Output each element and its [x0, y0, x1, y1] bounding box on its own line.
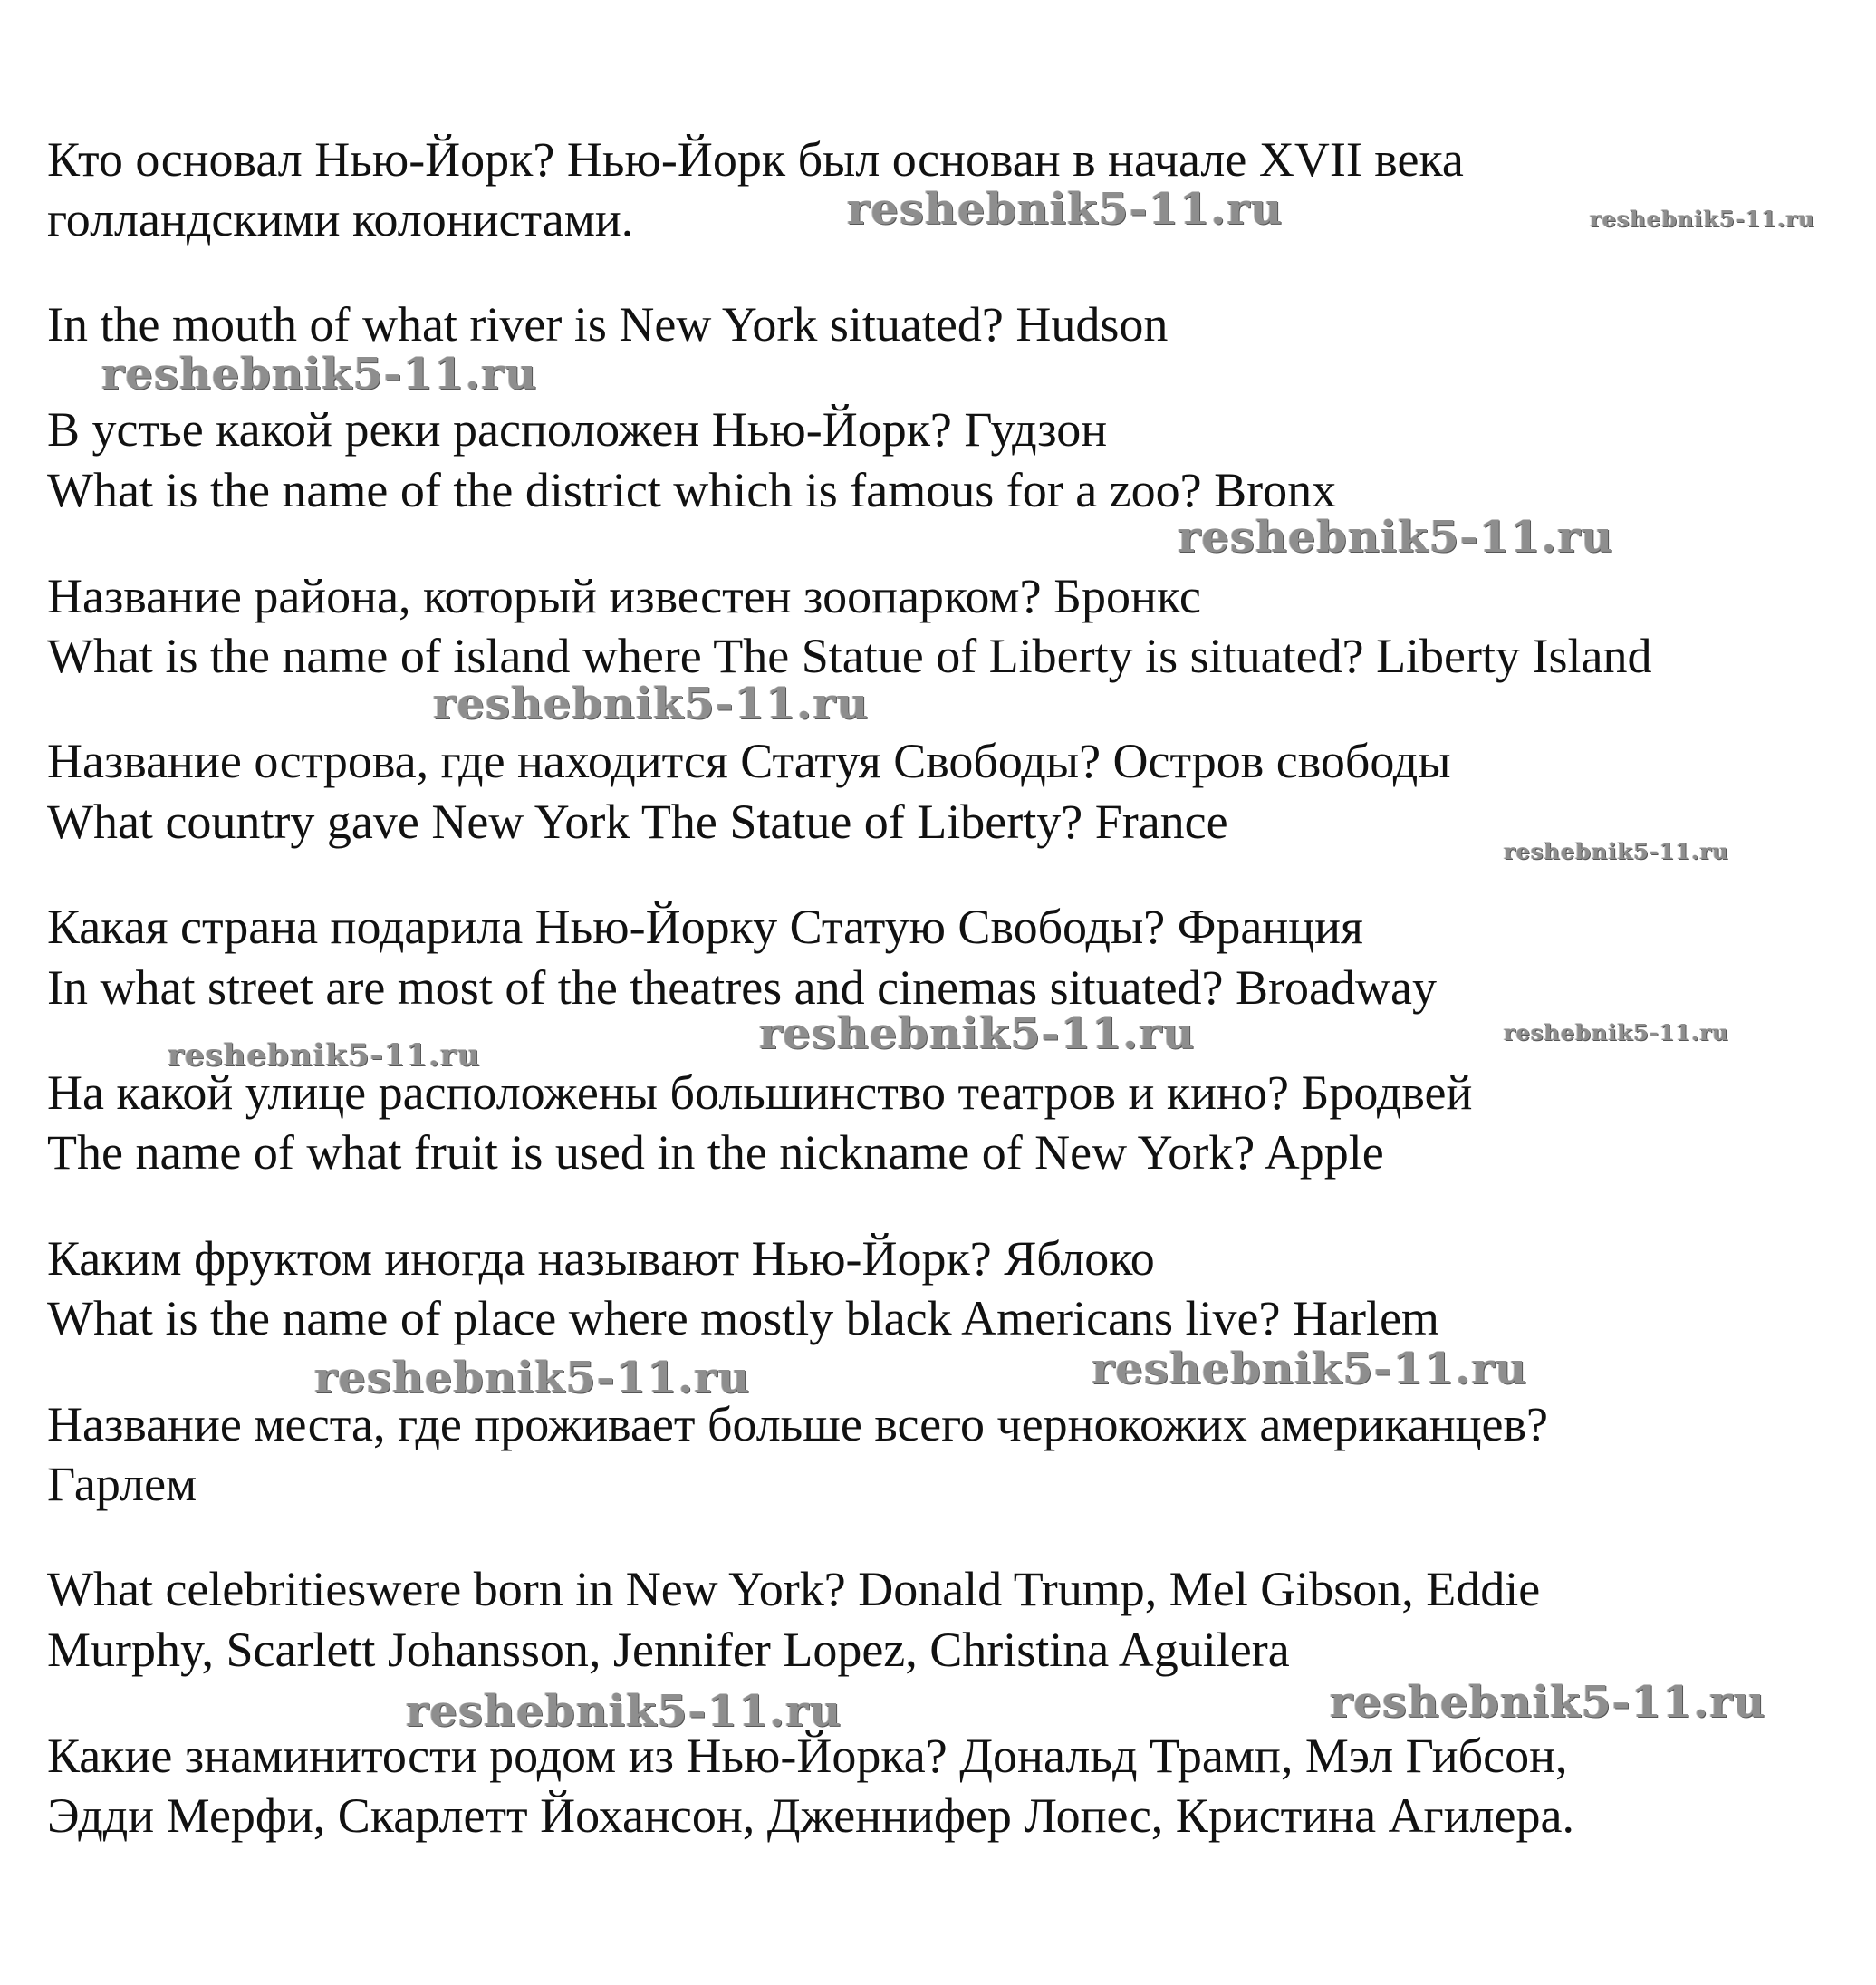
text-line: What country gave New York The Statue of Liberty? France: [47, 795, 1228, 849]
text-line: голландскими колонистами.: [47, 192, 634, 246]
watermark: reshebnik5-11.ru: [1092, 1344, 1528, 1394]
watermark: reshebnik5-11.ru: [1504, 838, 1729, 864]
text-line: Название района, который известен зоопарком? Бронкс: [47, 569, 1201, 623]
text-line: What celebritieswere born in New York? Donald Trump, Mel Gibson, Eddie: [47, 1562, 1541, 1616]
watermark: reshebnik5-11.ru: [847, 184, 1284, 235]
watermark: reshebnik5-11.ru: [1590, 206, 1815, 232]
watermark: reshebnik5-11.ru: [433, 679, 870, 729]
text-line: Кто основал Нью-Йорк? Нью-Йорк был основан в начале XVII века: [47, 132, 1464, 187]
text-line: What is the name of place where mostly black Americans live? Harlem: [47, 1291, 1439, 1345]
text-line: Гарлем: [47, 1457, 197, 1511]
watermark: reshebnik5-11.ru: [101, 349, 538, 400]
text-line: Название острова, где находится Статуя Свободы? Остров свободы: [47, 734, 1451, 788]
watermark: reshebnik5-11.ru: [1504, 1019, 1729, 1045]
text-line: Название места, где проживает больше всего чернокожих американцев?: [47, 1397, 1548, 1451]
text-line: Какая страна подарила Нью-Йорку Статую Свободы? Франция: [47, 900, 1363, 954]
text-line: What is the name of the district which is famous for a zoo? Bronx: [47, 463, 1337, 517]
text-line: Каким фруктом иногда называют Нью-Йорк? Яблоко: [47, 1231, 1155, 1286]
text-line: На какой улице расположены большинство театров и кино? Бродвей: [47, 1065, 1473, 1120]
text-line: In the mouth of what river is New York situated? Hudson: [47, 297, 1169, 352]
text-line: The name of what fruit is used in the nickname of New York? Apple: [47, 1125, 1384, 1180]
text-line: Эдди Мерфи, Скарлетт Йохансон, Дженнифер Лопес, Кристина Агилера.: [47, 1788, 1574, 1843]
text-line: In what street are most of the theatres and cinemas situated? Broadway: [47, 960, 1437, 1015]
watermark: reshebnik5-11.ru: [1330, 1677, 1766, 1728]
text-line: What is the name of island where The Statue of Liberty is situated? Liberty Island: [47, 629, 1652, 683]
watermark: reshebnik5-11.ru: [1178, 512, 1614, 563]
watermark: reshebnik5-11.ru: [314, 1353, 751, 1403]
watermark: reshebnik5-11.ru: [759, 1008, 1196, 1059]
text-line: В устье какой реки расположен Нью-Йорк? Гудзон: [47, 402, 1108, 457]
text-line: Murphy, Scarlett Johansson, Jennifer Lopez, Christina Aguilera: [47, 1623, 1290, 1677]
watermark: reshebnik5-11.ru: [406, 1686, 842, 1737]
text-line: Какие знаминитости родом из Нью-Йорка? Дональд Трамп, Мэл Гибсон,: [47, 1729, 1568, 1783]
watermark: reshebnik5-11.ru: [168, 1037, 481, 1074]
